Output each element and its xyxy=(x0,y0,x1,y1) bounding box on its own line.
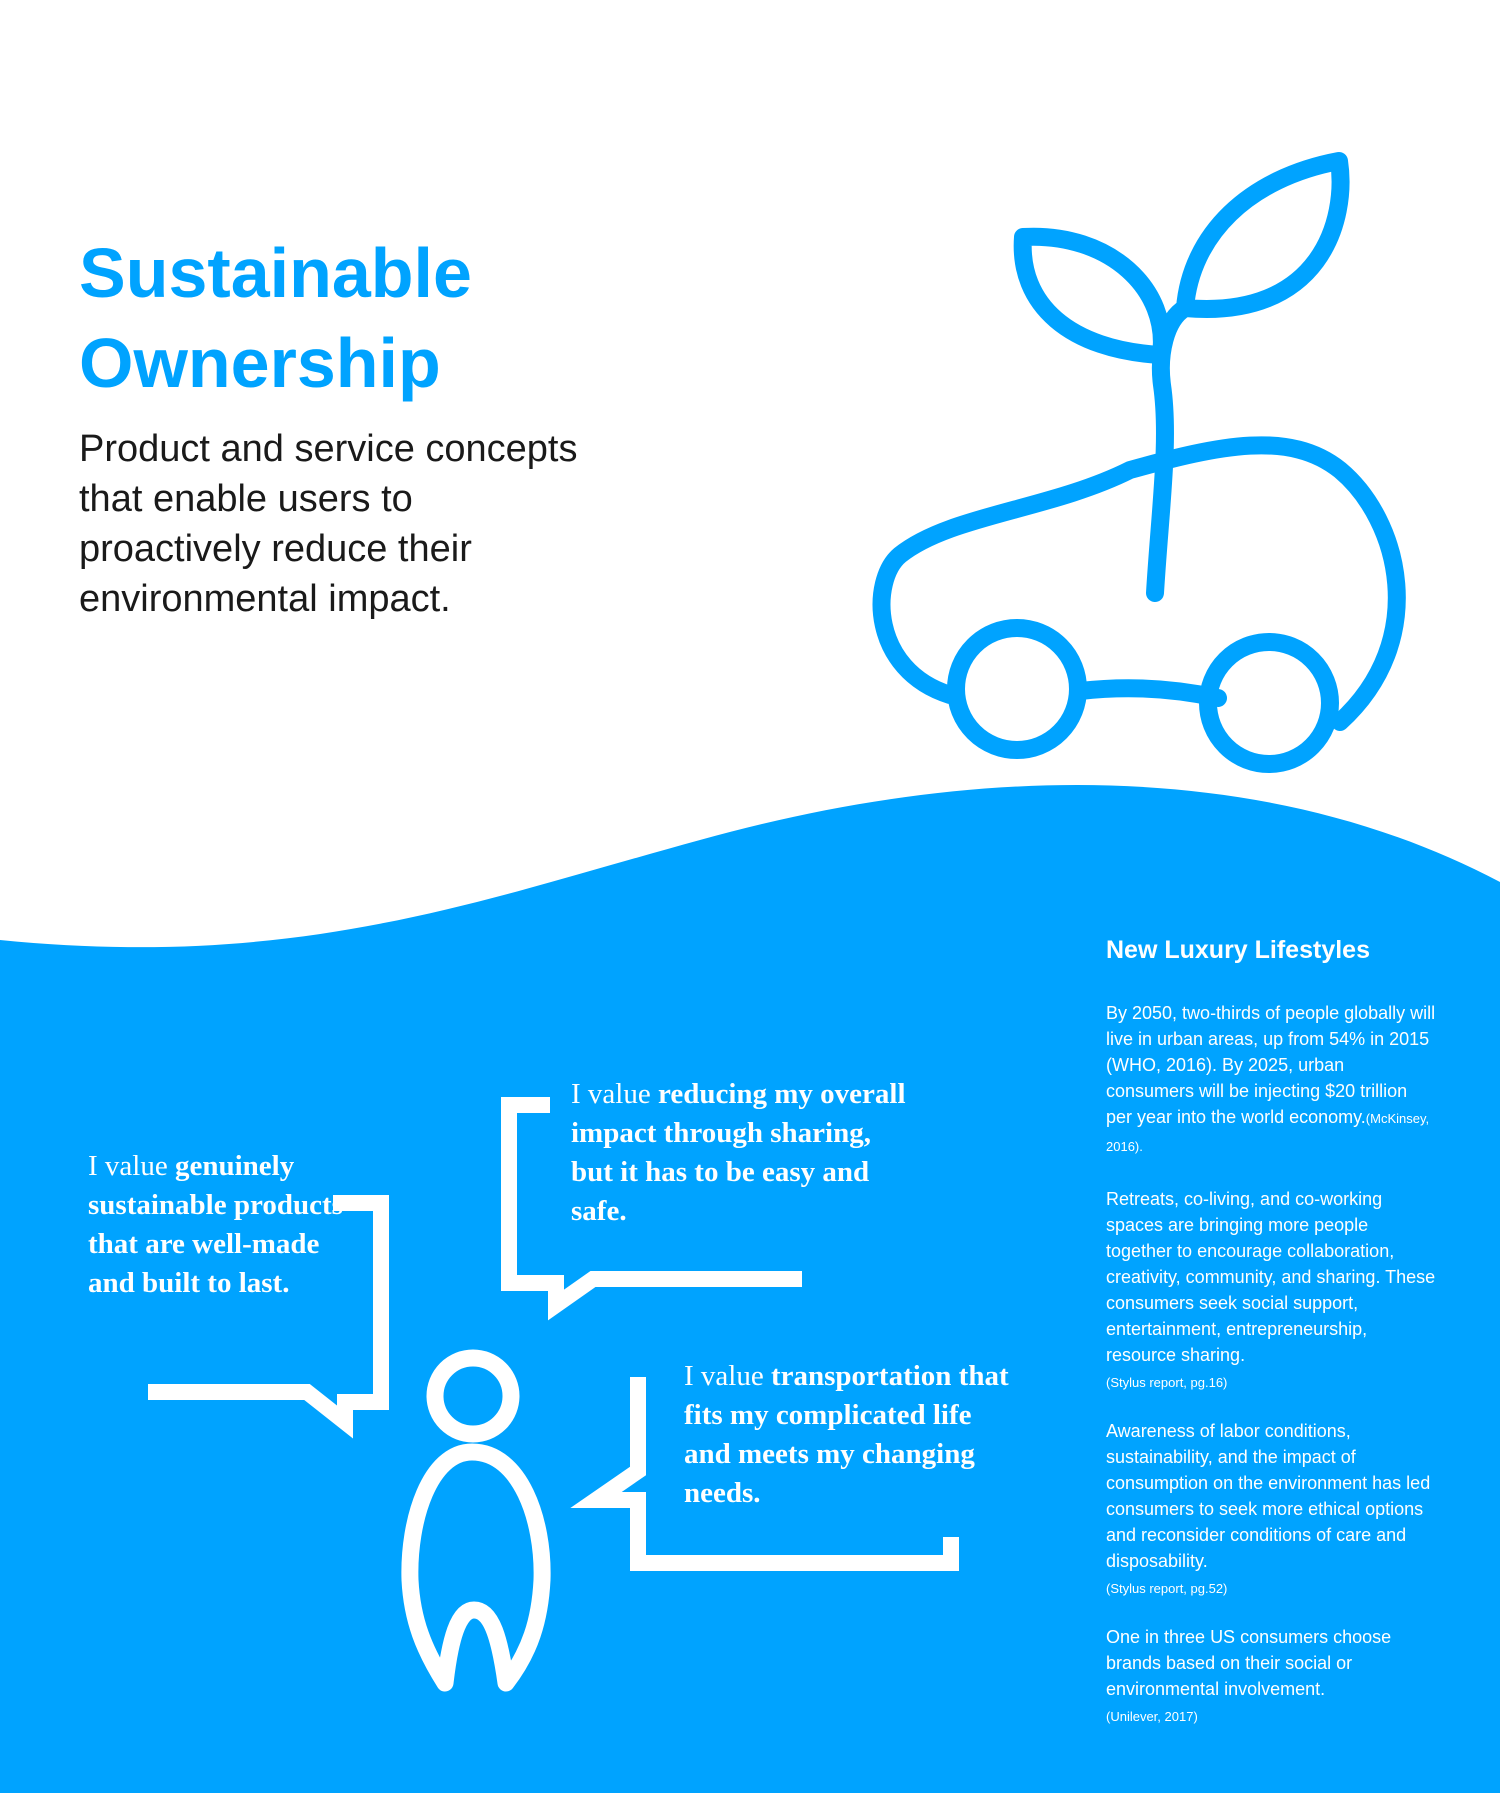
quote-prefix: I value xyxy=(571,1078,658,1110)
paragraph-citation: (Unilever, 2017) xyxy=(1106,1709,1198,1724)
quote-transportation xyxy=(684,1357,1014,1513)
quote-prefix: I value xyxy=(88,1150,175,1182)
paragraph-citation: (Stylus report, pg.52) xyxy=(1106,1581,1228,1596)
person-icon xyxy=(380,1330,580,1700)
sidebar-heading: New Luxury Lifestyles xyxy=(1106,936,1370,964)
sidebar-paragraph xyxy=(1106,1186,1436,1396)
paragraph-text: Retreats, co-living, and co-working spaces are bringing more people together to encourage collaboration, creativity, community, and sharing. These consumers seek social support, entertainment, entrepreneurship, resource sharing. xyxy=(1106,1189,1436,1365)
paragraph-citation: (McKinsey, 2016). xyxy=(1106,1111,1430,1154)
page-subtitle: Product and service concepts that enable users to proactively reduce their environmental impact. xyxy=(79,428,578,620)
sidebar-paragraph xyxy=(1106,1624,1436,1730)
quote-emphasis: reducing my overall impact through sharing, but it has to be easy and safe. xyxy=(571,1078,906,1227)
paragraph-text: Awareness of labor conditions, sustainability, and the impact of consumption on the environment has led consumers to seek more ethical options and reconsider conditions of care and disposability. xyxy=(1106,1421,1431,1571)
paragraph-text: One in three US consumers choose brands based on their social or environmental involvement. xyxy=(1106,1627,1392,1699)
paragraph-text: By 2050, two-thirds of people globally will live in urban areas, up from 54% in 2015 (WHO, 2016). By 2025, urban consumers will be injecting $20 trillion per year into the world economy. xyxy=(1106,1003,1436,1127)
paragraph-citation: (Stylus report, pg.16) xyxy=(1106,1375,1228,1390)
quote-emphasis: transportation that fits my complicated life and meets my changing needs. xyxy=(684,1360,1009,1509)
quote-emphasis: genuinely sustainable products that are well-made and built to last. xyxy=(88,1150,343,1299)
title-line-1: Sustainable xyxy=(79,234,472,312)
sidebar-paragraph xyxy=(1106,1000,1436,1160)
quote-sustainable-products xyxy=(88,1147,348,1303)
quote-reducing-impact xyxy=(571,1075,911,1231)
title-line-2: Ownership xyxy=(79,324,441,402)
quote-prefix: I value xyxy=(684,1360,771,1392)
sprout-car-icon xyxy=(860,150,1430,780)
sidebar-paragraph xyxy=(1106,1418,1436,1602)
page-title xyxy=(79,228,639,408)
